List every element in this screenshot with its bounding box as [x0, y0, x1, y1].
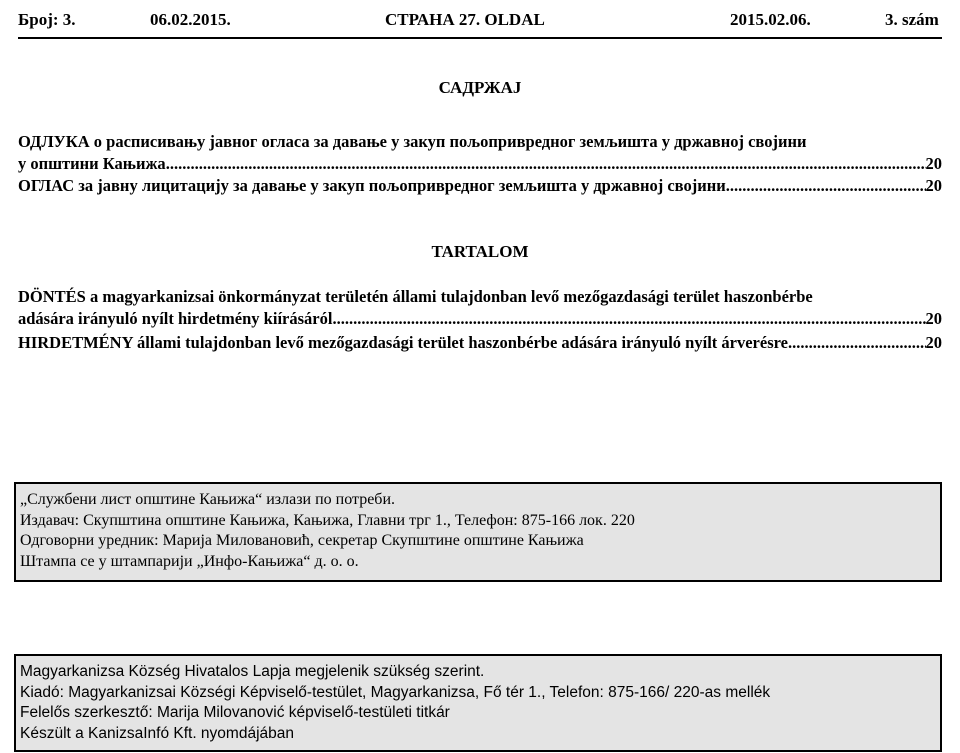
- dot-leader: [166, 153, 926, 175]
- sr-imprint-line1: „Службени лист општине Кањижа“ излази по потреби.: [20, 491, 395, 508]
- hu-toc-entry2-text: HIRDETMÉNY állami tulajdonban levő mezőgazdasági terület haszonbérbe adására irányuló nyílt árverésre: [18, 333, 788, 352]
- sr-toc-entry1-line2: у општини Кањижа: [18, 154, 166, 173]
- sr-toc-entry1-line1: ОДЛУКА о расписивању јавног огласа за давање у закуп пољопривредног земљишта у државној својини: [18, 132, 807, 151]
- dot-leader: [332, 308, 925, 330]
- sr-imprint-line2: Издавач: Скупштина општине Кањижа, Кањижа, Главни трг 1., Телефон: 875-166 лок. 220: [20, 511, 635, 529]
- hu-toc-entry1-page: 20: [925, 309, 942, 328]
- serbian-imprint-box: [14, 482, 942, 582]
- page-header: [18, 7, 942, 39]
- hu-imprint-line2: Kiadó: Magyarkanizsai Községi Képviselő-testület, Magyarkanizsa, Fő tér 1., Telefon: 875-166/ 220-as mellék: [20, 683, 771, 701]
- hu-toc-entry1-line1: DÖNTÉS a magyarkanizsai önkormányzat területén állami tulajdonban levő mezőgazdasági terület haszonbérbe: [18, 287, 813, 306]
- hu-imprint-line3: Felelős szerkesztő: Marija Milovanović képviselő-testületi titkár: [20, 704, 450, 721]
- sr-toc-entry2-text: ОГЛАС за јавну лицитацију за давање у закуп пољопривредног земљишта у државној својини: [18, 176, 726, 195]
- sr-toc-title: САДРЖАЈ: [438, 78, 522, 97]
- hu-toc-entry1-line2: adására irányuló nyílt hirdetmény kiírásáról: [18, 309, 333, 328]
- hu-toc-entry2[interactable]: [18, 332, 942, 354]
- sr-toc-entry2-page: 20: [925, 176, 942, 195]
- issue-number: Број: 3.: [18, 10, 76, 29]
- date-serbian: 06.02.2015.: [150, 10, 231, 29]
- issue-number-hu: 3. szám: [885, 10, 939, 29]
- hu-toc-entry2-page: 20: [925, 333, 942, 352]
- date-hungarian: 2015.02.06.: [730, 10, 811, 29]
- sr-imprint-line3: Одговорни уредник: Марија Миловановић, секретар Скупштине општине Кањижа: [20, 532, 584, 549]
- sr-imprint-line4: Штампа се у штампарији „Инфо-Кањижа“ д. о. о.: [20, 552, 359, 570]
- hu-toc-entry1[interactable]: [18, 308, 942, 330]
- sr-toc-entry1-page: 20: [925, 154, 942, 173]
- sr-toc-entry1[interactable]: [18, 153, 942, 175]
- hu-imprint-line4: Készült a KanizsaInfó Kft. nyomdájában: [20, 724, 294, 742]
- dot-leader: [788, 332, 926, 354]
- sr-toc-entry2[interactable]: [18, 175, 942, 197]
- hu-toc-title: TARTALOM: [431, 242, 529, 261]
- dot-leader: [726, 175, 926, 197]
- hungarian-imprint-box: [14, 654, 942, 752]
- page-number: СТРАНА 27. OLDAL: [385, 10, 545, 29]
- hu-imprint-line1: Magyarkanizsa Község Hivatalos Lapja megjelenik szükség szerint.: [20, 663, 485, 680]
